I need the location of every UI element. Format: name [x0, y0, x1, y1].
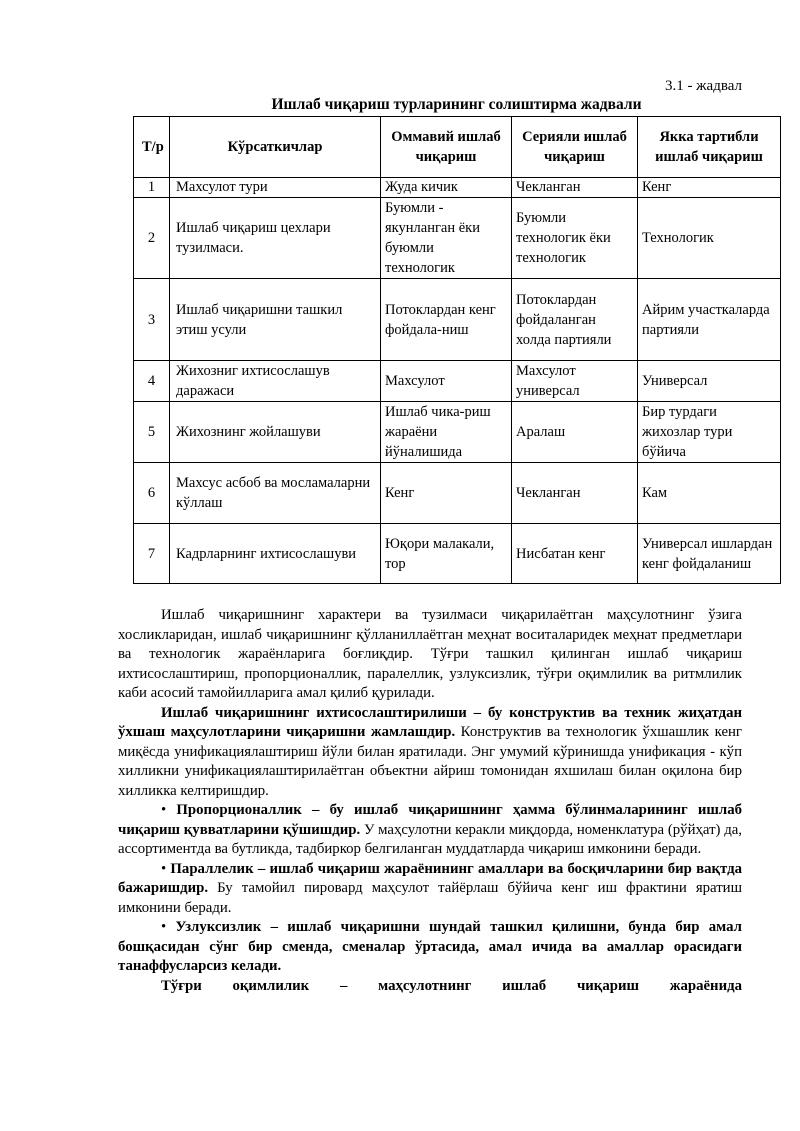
- table-reference: 3.1 - жадвал: [664, 78, 742, 94]
- header-indicators: Кўрсаткичлар: [170, 117, 381, 178]
- table-header-row: [134, 117, 781, 178]
- row-mass-value: Юқори малакали, тор: [381, 524, 512, 584]
- row-indicator: Кадрларнинг ихтисослашуви: [170, 524, 381, 584]
- row-number: 3: [134, 279, 170, 361]
- row-individual-value: Айрим участкаларда партияли: [638, 279, 781, 361]
- bullet-icon: •: [161, 860, 171, 877]
- header-number: Т/р: [134, 117, 170, 178]
- row-individual-value: Кам: [638, 463, 781, 524]
- header-individual-production: Якка тартибли ишлаб чиқариш: [638, 117, 781, 178]
- row-individual-value: Бир турдаги жихозлар тури бўйича: [638, 402, 781, 463]
- table-row: [134, 198, 781, 279]
- row-serial-value: Нисбатан кенг: [512, 524, 638, 584]
- header-mass-production: Оммавий ишлаб чиқариш: [381, 117, 512, 178]
- term-parallelism: Параллелик – ишлаб чиқариш жараёнининг амаллари ва босқичларини бир вақтда бажаришдир.: [118, 860, 742, 896]
- body-text: [118, 606, 742, 996]
- row-number: 4: [134, 361, 170, 402]
- row-individual-value: Универсал ишлардан кенг фойдаланиш: [638, 524, 781, 584]
- table-row: [134, 463, 781, 524]
- row-number: 6: [134, 463, 170, 524]
- paragraph-parallelism: [118, 860, 742, 919]
- row-individual-value: Универсал: [638, 361, 781, 402]
- row-indicator: Жихознинг жойлашуви: [170, 402, 381, 463]
- paragraph-production-character: Ишлаб чиқаришнинг характери ва тузилмаси чиқарилаётган маҳсулотнинг ўзига хосликларидан, ишлаб чиқаришнинг қўлланиллаётган меҳнат воситаларидек меҳнат предметлари ва технологик жараёнларига боғлиқдир. Тўғри ташкил қилинган ишлаб чиқариш ихтисослаштириш, пропорционаллик, паралеллик, узлуксизлик, тўғри оқимлилик ва ритмлилик каби асосий тамойилларига амал қилиб қурилади.: [118, 607, 742, 701]
- table-row: [134, 361, 781, 402]
- row-number: 5: [134, 402, 170, 463]
- row-mass-value: Жуда кичик: [381, 178, 512, 198]
- row-serial-value: Чекланган: [512, 178, 638, 198]
- row-individual-value: Кенг: [638, 178, 781, 198]
- table-row: [134, 402, 781, 463]
- row-indicator: Махсус асбоб ва мосламаларни кўллаш: [170, 463, 381, 524]
- row-number: 7: [134, 524, 170, 584]
- row-number: 1: [134, 178, 170, 198]
- bullet-icon: •: [161, 919, 176, 935]
- table-row: [134, 524, 781, 584]
- row-indicator: Ишлаб чиқариш цехлари тузилмаси.: [170, 198, 381, 279]
- table-title: Ишлаб чиқариш турларининг солиштирма жадвали: [271, 96, 642, 113]
- row-indicator: Ишлаб чиқаришни ташкил этиш усули: [170, 279, 381, 361]
- term-continuity: Узлуксизлик – ишлаб чиқаришни шундай ташкил қилишни, бунда бир амал бошқасидан сўнг бир сменда, сменалар ўртасида, амал ичида ва амаллар орасидаги танаффусларсиз келади.: [118, 919, 742, 974]
- bullet-icon: •: [161, 802, 177, 818]
- paragraph-continuity: [118, 918, 742, 977]
- row-serial-value: Аралаш: [512, 402, 638, 463]
- row-serial-value: Буюмли технологик ёки технологик: [512, 198, 638, 279]
- row-indicator: Махсулот тури: [170, 178, 381, 198]
- row-mass-value: Махсулот: [381, 361, 512, 402]
- row-serial-value: Чекланган: [512, 463, 638, 524]
- comparison-table: [133, 116, 781, 584]
- row-serial-value: Потоклардан фойдаланган холда партияли: [512, 279, 638, 361]
- row-serial-value: Махсулот универсал: [512, 361, 638, 402]
- header-serial-production: Серияли ишлаб чиқариш: [512, 117, 638, 178]
- paragraph-specialization: [118, 704, 742, 802]
- table-row: [134, 279, 781, 361]
- row-number: 2: [134, 198, 170, 279]
- term-proportionality: Пропорционаллик – бу ишлаб чиқаришнинг ҳамма бўлинмаларининг ишлаб чиқариш қувватларини қўшишдир.: [118, 802, 742, 838]
- row-mass-value: Кенг: [381, 463, 512, 524]
- paragraph-text: У маҳсулотни керакли миқдорда, номенклатура (рўйҳат) да, ассортиментда ва бутликда, тадбиркор белгиланган муддатларда чиқариш имконини беради.: [118, 821, 743, 857]
- row-mass-value: Ишлаб чика-риш жараёни йўналишида: [381, 402, 512, 463]
- paragraph-text: Бу тамойил пировард маҳсулот тайёрлаш бўйича кенг иш фрактини яратиш имконини беради.: [118, 880, 742, 916]
- row-individual-value: Технологик: [638, 198, 781, 279]
- table-row: [134, 178, 781, 198]
- paragraph-direct-flow: [118, 977, 742, 997]
- term-specialization: Ишлаб чиқаришнинг ихтисослаштирилиши – бу конструктив ва техник жиҳатдан ўхшаш маҳсулотларини чиқаришни жамлашдир.: [118, 704, 742, 740]
- paragraph-proportionality: [118, 801, 742, 860]
- row-indicator: Жихозниг ихтисослашув даражаси: [170, 361, 381, 402]
- paragraph-text: Конструктив ва технологик ўхшашлик кенг миқёсда унификациялаштириш йўли билан яратилади. Энг умумий кўринишда унификация - кўп хилликни унификациялаштирилаётган объектни айриш томонидан яхшилаш билан оқилона бир хилликка келтиришдир.: [118, 724, 742, 799]
- row-mass-value: Потоклардан кенг фойдала-ниш: [381, 279, 512, 361]
- term-direct-flow: Тўғри оқимлилик – маҳсулотнинг ишлаб чиқариш жараёнида: [161, 977, 742, 994]
- row-mass-value: Буюмли - якунланган ёки буюмли технологик: [381, 198, 512, 279]
